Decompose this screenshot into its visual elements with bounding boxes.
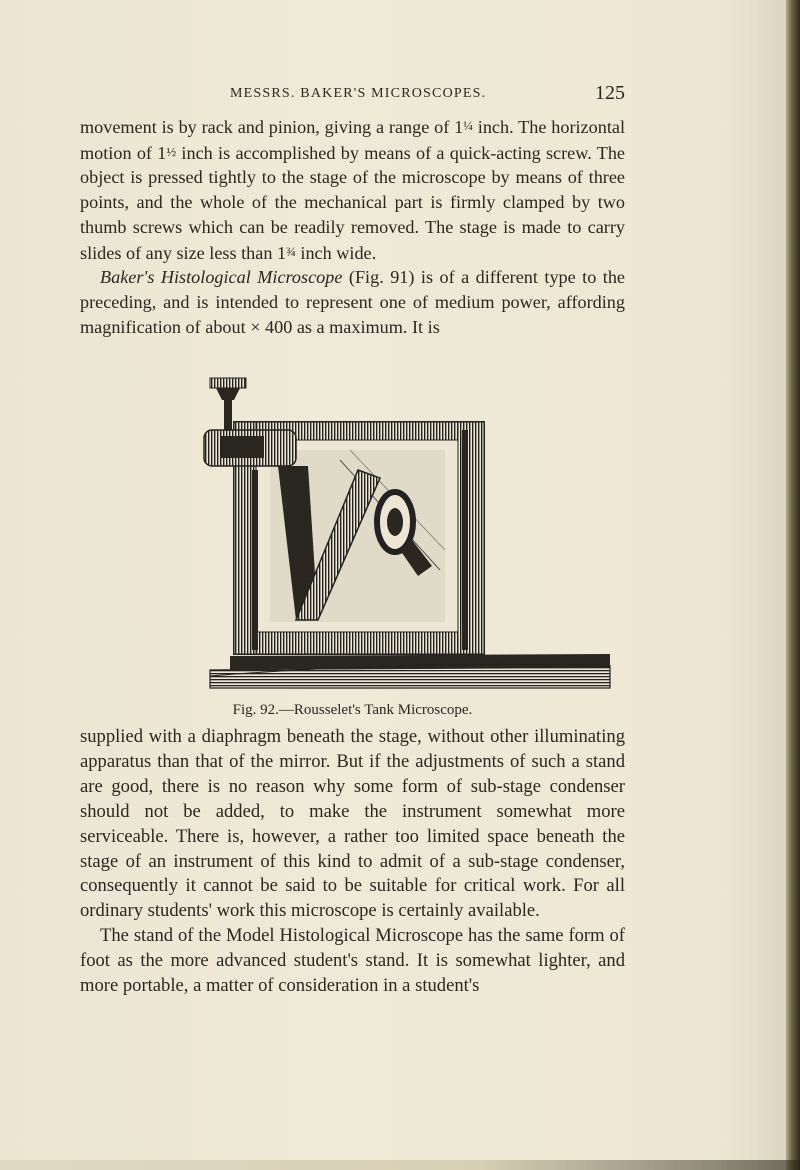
top-text-block xyxy=(80,114,625,339)
figure-caption: Fig. 92.—Rousselet's Tank Microscope. xyxy=(232,702,473,718)
fraction: ½ xyxy=(166,143,177,159)
page-edge-shadow xyxy=(786,0,800,1170)
tank-microscope-illustration xyxy=(190,370,630,695)
bottom-text-block xyxy=(80,725,625,999)
paragraph-4: The stand of the Model Histological Microscope has the same form of foot as the more advanced student's stand. It is somewhat lighter, and more portable, a matter of consideration in a student's xyxy=(80,925,625,997)
page-number: 125 xyxy=(595,82,625,104)
paragraph-3: supplied with a diaphragm beneath the stage, without other illuminating apparatus than that of the mirror. But if the adjustments of such a stand are good, there is no reason why some form of sub-stage condenser should not be added, to make the instrument somewhat more serviceable. There is, however, a rather too limited space beneath the stage of an instrument of this kind to admit of a sub-stage condenser, consequently it cannot be said to be suitable for critical work. For all ordinary students' work this microscope is certainly available. xyxy=(80,726,625,922)
italic-title: Baker's Histological Microscope xyxy=(100,267,343,288)
page-header xyxy=(80,82,625,106)
fraction: ¼ xyxy=(463,118,473,133)
paragraph-2: Baker's Histological Microscope (Fig. 91) is of a different type to the preceding, and is intended to represent one of medium power, affording magnification of about × 400 as a maximum. It is xyxy=(80,267,625,337)
paragraph-1: movement is by rack and pinion, giving a range of 1¼ inch. The horizontal motion of 1½ inch is accomplished by means of a quick-acting screw. The object is pressed tightly to the stage of the microscope by means of three points, and the whole of the mechanical part is firmly clamped by two thumb screws which can be readily removed. The stage is made to carry slides of any size less than 1¾ inch wide. xyxy=(80,117,625,263)
page-bottom-edge xyxy=(0,1160,800,1170)
running-head: MESSRS. BAKER'S MICROSCOPES. xyxy=(230,86,487,101)
fraction: ¾ xyxy=(286,243,296,259)
